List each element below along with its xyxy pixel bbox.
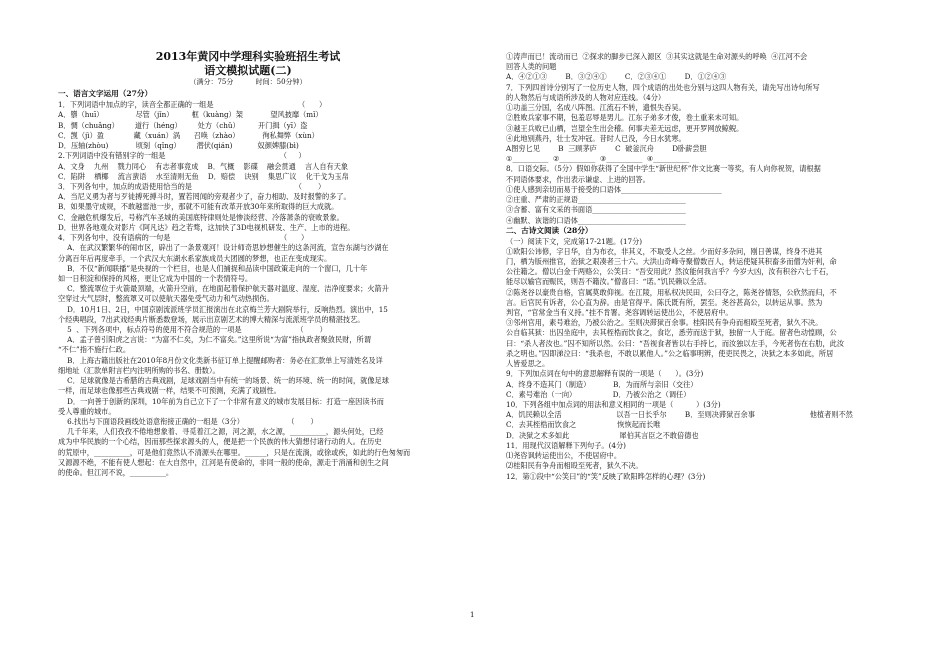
text-line: A图穷匕见 B 三顾茅庐 C 破釜沉舟 D卧薪尝胆 (506, 143, 707, 153)
text-line: 7．下列四首诗分别写了一位历史人物，四个成语的出处也分别与这四人物有关，请先写出诗句所写 (506, 82, 820, 92)
text-line: 公往籍之。僧以白金千两赂公，公笑曰：“吾安用此？然汝能何我言乎？今岁大凶，汝有积谷六七千石， (506, 267, 834, 277)
text-line: A．终身不造其门（制造） B．为而所与亲旧（交往） (506, 379, 698, 389)
text-line: 5 、下列各项中，标点符号的使用不符合规范的一项是 （ ） (58, 325, 327, 335)
exam-subtitle: 语文模拟试题(二) (204, 63, 292, 77)
text-line: ③邻州官用，素号难治，乃被公治之。至则决滞狱百余事。桂阳民有争舟而相殴至死者，狱久不决。 (506, 318, 823, 328)
text-line: A．在武汉繁繁华的闹市区，辟出了一条景观河！设计师奇思妙想催生的这条河流，宣告东湖与沙湖在 (58, 243, 389, 253)
text-line: ②陈尧谷以豪贵自格，官属莫敢仰视。在江陵，用私权决民田，公曰夺之，陈尧谷情怒，公欣然而归，不 (506, 287, 837, 297)
text-line: 回答人类的问题 (506, 62, 557, 72)
text-line: C．觊（jì）盈 藏（xuán）涡 召唤（zhào） 徇私舞弊（xùn） (58, 130, 319, 140)
text-line: 9．下列加点词在句中的意思解释有误的一项是（ ）。(3分) (506, 369, 704, 379)
text-line: ①欧阳公讳修，字日华，自为布衣，非其义，不取受人之丝。少而好多杂问，刚日善谋，终身不进其 (506, 246, 823, 256)
text-line: ③含蓄、富有文采的书面语__________________________ (506, 205, 686, 215)
page-number: 1 (470, 611, 475, 619)
text-line: “不仁”指不施行仁政。 (58, 345, 131, 355)
text-line: 又源源不绝，不能有使人想起：在大自然中，江河是有使命的，非同一般的使命，源走于消涌和创生之间 (58, 457, 389, 467)
text-line: ②庄重、严肃的正规语______________________________ (506, 195, 686, 205)
text-line: 受人尊重的城市。 (58, 406, 116, 416)
text-line: C．足球就像是古希腊的古典戏剧，足球戏剧当中有统一的场景、统一的环境、统一的时间，就像足球 (58, 376, 389, 386)
text-line: 人皆爱思之。 (506, 359, 550, 369)
text-line: 细地址（汇款单附言栏内注明所购的书名、册数）。 (58, 365, 220, 375)
text-line: C．去其桎梏而饮食之 恢恢起而长唯 (506, 420, 661, 430)
text-line: ⑵桂阳民有争舟而相殴至死者，狱久不决。 (506, 461, 643, 471)
text-line: 不同语体要求，作出表示谦虚、上进的回答。 (506, 174, 650, 184)
text-line: A．孟子曾引阳虎之言说：“为富不仁矣，为仁不富矣。”这里所说“为富”指执政者聚敛民财，所谓 (58, 335, 371, 345)
text-line: ①__________ ②__________ ③__________ ④__________ (506, 154, 690, 164)
text-line: ③越王兵败已山栖，岂望全生出会稽。何事夫差无远虑，更开罗网放鲸鲵。 (506, 123, 744, 133)
left-question-list (58, 89, 438, 478)
right-column (506, 52, 896, 482)
text-line: 1．下列词语中加点的字，读音全都正确的一组是 （ ） (58, 100, 327, 110)
text-line: B．惆（chuǎng） 道行（héng） 处方（chǔ） 开门揖（yī）盗 (58, 120, 308, 130)
text-line: 一样，而足球也像那些古典戏剧一样，结果不可预测，充满了戏剧性。 (58, 386, 281, 396)
text-line: 判官，“官常金当有义持。”挂不肯署。尧容调转运使出公，不使居府中。 (506, 308, 733, 318)
text-line: 公自临其狱：出囚坐庭中，去其桎梏而饮食之，食讫，悉劳而送于狱，独留一人于庭。留者色动惶顾，公 (506, 328, 837, 338)
text-line: 言。后官民有诉者，公心直为辞。由是官得平。陈氏既有所，罢至。尧谷甚高公，以转运从事。然为 (506, 297, 823, 307)
text-line: B．不仅“新闻联播”是央视的一个栏目，也是人们捕捉和品读中国政策走向的一个窗口，几十年 (58, 263, 368, 273)
text-line: A．隳（huī） 尽管（jǐn） 框（kuàng）架 望风披靡（mǐ） (58, 110, 323, 120)
text-line: ①功盖三分国，名成八阵图。江流石不转，遗恨失吞吴。 (506, 103, 686, 113)
text-line: C．陷阱 栖椰 流言蜚语 水至清则无鱼 D．赔偿 诀别 集思广议 化干戈为玉帛 (58, 171, 349, 181)
text-line: C．素号难治（一向） D．乃被公治之（调任） (506, 389, 691, 399)
text-line: 一、语言文字运用（27分） (58, 89, 153, 99)
text-line: 几千年来，人们孜孜不倦地想象着、寻觅着江之源，河之源，水之源，__________，源头何处，已经 (58, 427, 384, 437)
text-line: （一）阅读下文，完成第17-21题。(17分) (506, 236, 643, 246)
text-line: ⑴尧咨讽转运使出公，不使居府中。 (506, 451, 622, 461)
text-line: A．饥民赖以全活 以吾一日长乎尔 B．至则决滞狱百余事 他植者则不然 (506, 410, 853, 420)
text-line: 个经典唱段，7出武戏经典片断悉数登场，展示出京剧艺术的博大精深与流派班学员的精湛技艺。 (58, 314, 365, 324)
text-line: 2.下列词语中没有错别字的一组是 （ ） (58, 151, 306, 161)
text-line: 成为中华民族的一个心结，因而那些探求源头的人，便是把一个民族的伟大猜想付诸行动的人。在历史 (58, 437, 382, 447)
text-line: ①涛声而已！流动而已 ②探求的脚步已深入源区 ③其实这就是生命对源头的呼唤 ④江河不会 (506, 52, 808, 61)
text-line: 如一日积淀和保持的风格，更让它成为中国的一个表情符号。 (58, 273, 253, 283)
text-line: 门，栖为版州推官，治狱之艰凑者三十六。大洪山奇峰寺聚僧数百人，转运使疑其积畜多而僧为奸利，命 (506, 256, 837, 266)
text-line: 3．下列各句中，加点的成语使用恰当的是 （ ） (58, 181, 326, 191)
exam-meta: （满分：75分 时间：50分钟） (189, 77, 307, 86)
text-line: 6.找出与下面语段画线处语意衔接正确的一组是（3分） （ ） (58, 417, 318, 426)
text-line: 二、古诗文阅读（28分） (506, 225, 593, 235)
text-line: 的荒原中，__________，可是他们竟然认不清源头在哪里。______，只是在流淌，或徐或疾，如此的行色匆匆而 (58, 447, 411, 457)
text-line: A．当尼义勇为者与歹徒搏死搏斗时，置若罔闻的旁观者少了，奋力相助、及时报警的多了。 (58, 192, 351, 202)
text-line: C．整流罩位于火箭最顶端，火箭升空前，在地面起着保护航天器对温度、湿度、洁净度要求；火箭升 (58, 284, 389, 294)
exam-title: 2013年黄冈中学理科实验班招生考试 (155, 50, 341, 63)
text-line: A．④②①③ B．③②④① C．②③④① D．①②④③ (506, 72, 727, 82)
text-line: ①使人感到亲切而易于接受的口语体____________________________ (506, 184, 722, 194)
text-line: 10．下列各组中加点词的用法和意义相同的一项是（ ）(3分) (506, 400, 721, 409)
text-line: 的人物然后与成语所涉及的人物对应连线。（4分） (506, 92, 666, 102)
text-line: ④幽默、诙谐的口语体______________________________ (506, 215, 686, 225)
text-line: 杀之明也。”囚即涕泣曰：“我杀也，不敢以累他人。”公之临事明辨，使吏民畏之，决狱之本多如此，所居 (506, 348, 834, 358)
text-line: ④此地别燕丹，壮士发冲冠。昔时人已没，今日水犹寒。 (506, 133, 686, 143)
text-line: B．如果墨守成规，不敢越雷池一步，那就不可能有改革开放30年来所取得的巨大成就。 (58, 202, 339, 212)
text-line: 能尽以输官而赈民，则吾不籍汝。”僧喜曰：“诺。”饥民赖以全活。 (506, 277, 712, 287)
text-line: A．文身 九州 戮力同心 有志者事竟成 B．气概 影碟 融会贯通 言人自有天象 (58, 161, 349, 171)
text-line: D．世界各地观众对影片《阿凡达》趋之若骛，这加快了3D电视机研发、生产、上市的进程。 (58, 222, 355, 232)
text-line: 曰：“杀人者汝也。”囚不知所以然。公曰：“吾视食者皆以右手持匕，而汝独以左手，今死者伤在右肋，此汝 (506, 338, 845, 348)
text-line: ②胜败兵家事不期，包羞忍辱是男儿。江东子弟多才俊，卷土重来未可知。 (506, 113, 744, 123)
text-line: 4．下列各句中，没有语病的一句是 （ ） (58, 233, 309, 243)
text-line: 的使命。但江河不说，__________。 (58, 468, 174, 478)
text-line: 8．口语交际。（5分）假如你获得了全国中学生“新世纪杯”作文比赛一等奖，有人向你祝贺，请根据 (506, 164, 821, 174)
text-line: D．压轴(zhòu) 顷刻（qǐng） 潜伏(qián) 奴颜婢膝(bì) (58, 141, 299, 151)
text-line: 分离百年后再度牵手，一个武汉大东湖水系家族成员大团圆的梦想，也正在变成现实。 (58, 253, 332, 263)
text-line: 11．用现代汉语解释下列句子。(4分) (506, 440, 626, 450)
text-line: 12．第①段中“公笑曰”的“笑”反映了欧阳晔怎样的心理？(3分) (506, 471, 706, 481)
left-column (58, 50, 438, 478)
text-line: D．10月1日、2日，中国京剧流派班学员汇报演出在北京梅兰芳大剧院举行，反响热烈。演出中，15 (58, 304, 388, 314)
text-line: 空穿过大气层时，整流罩又可以使航天器免受气动力和气动热损伤。 (58, 294, 274, 304)
text-line: B．上海古籍出版社在2010年8月份文化类新书征订单上提醒邮购者：务必在汇款单上写清姓名及详 (58, 355, 383, 365)
text-line: D．决狱之术多如此 犀伯其言臣之不敢倍德也 (506, 430, 699, 440)
text-line: D．一向善于创新的深圳，10年前为自己立下了一个非常有意义的城市发展目标：打造一座因读书而 (58, 396, 384, 406)
text-line: C．金融危机爆发后，号称汽车圣城的美国底特律则处是惨淡经营、冷落萧条的衰败景象。 (58, 212, 344, 222)
right-question-list (506, 52, 896, 482)
